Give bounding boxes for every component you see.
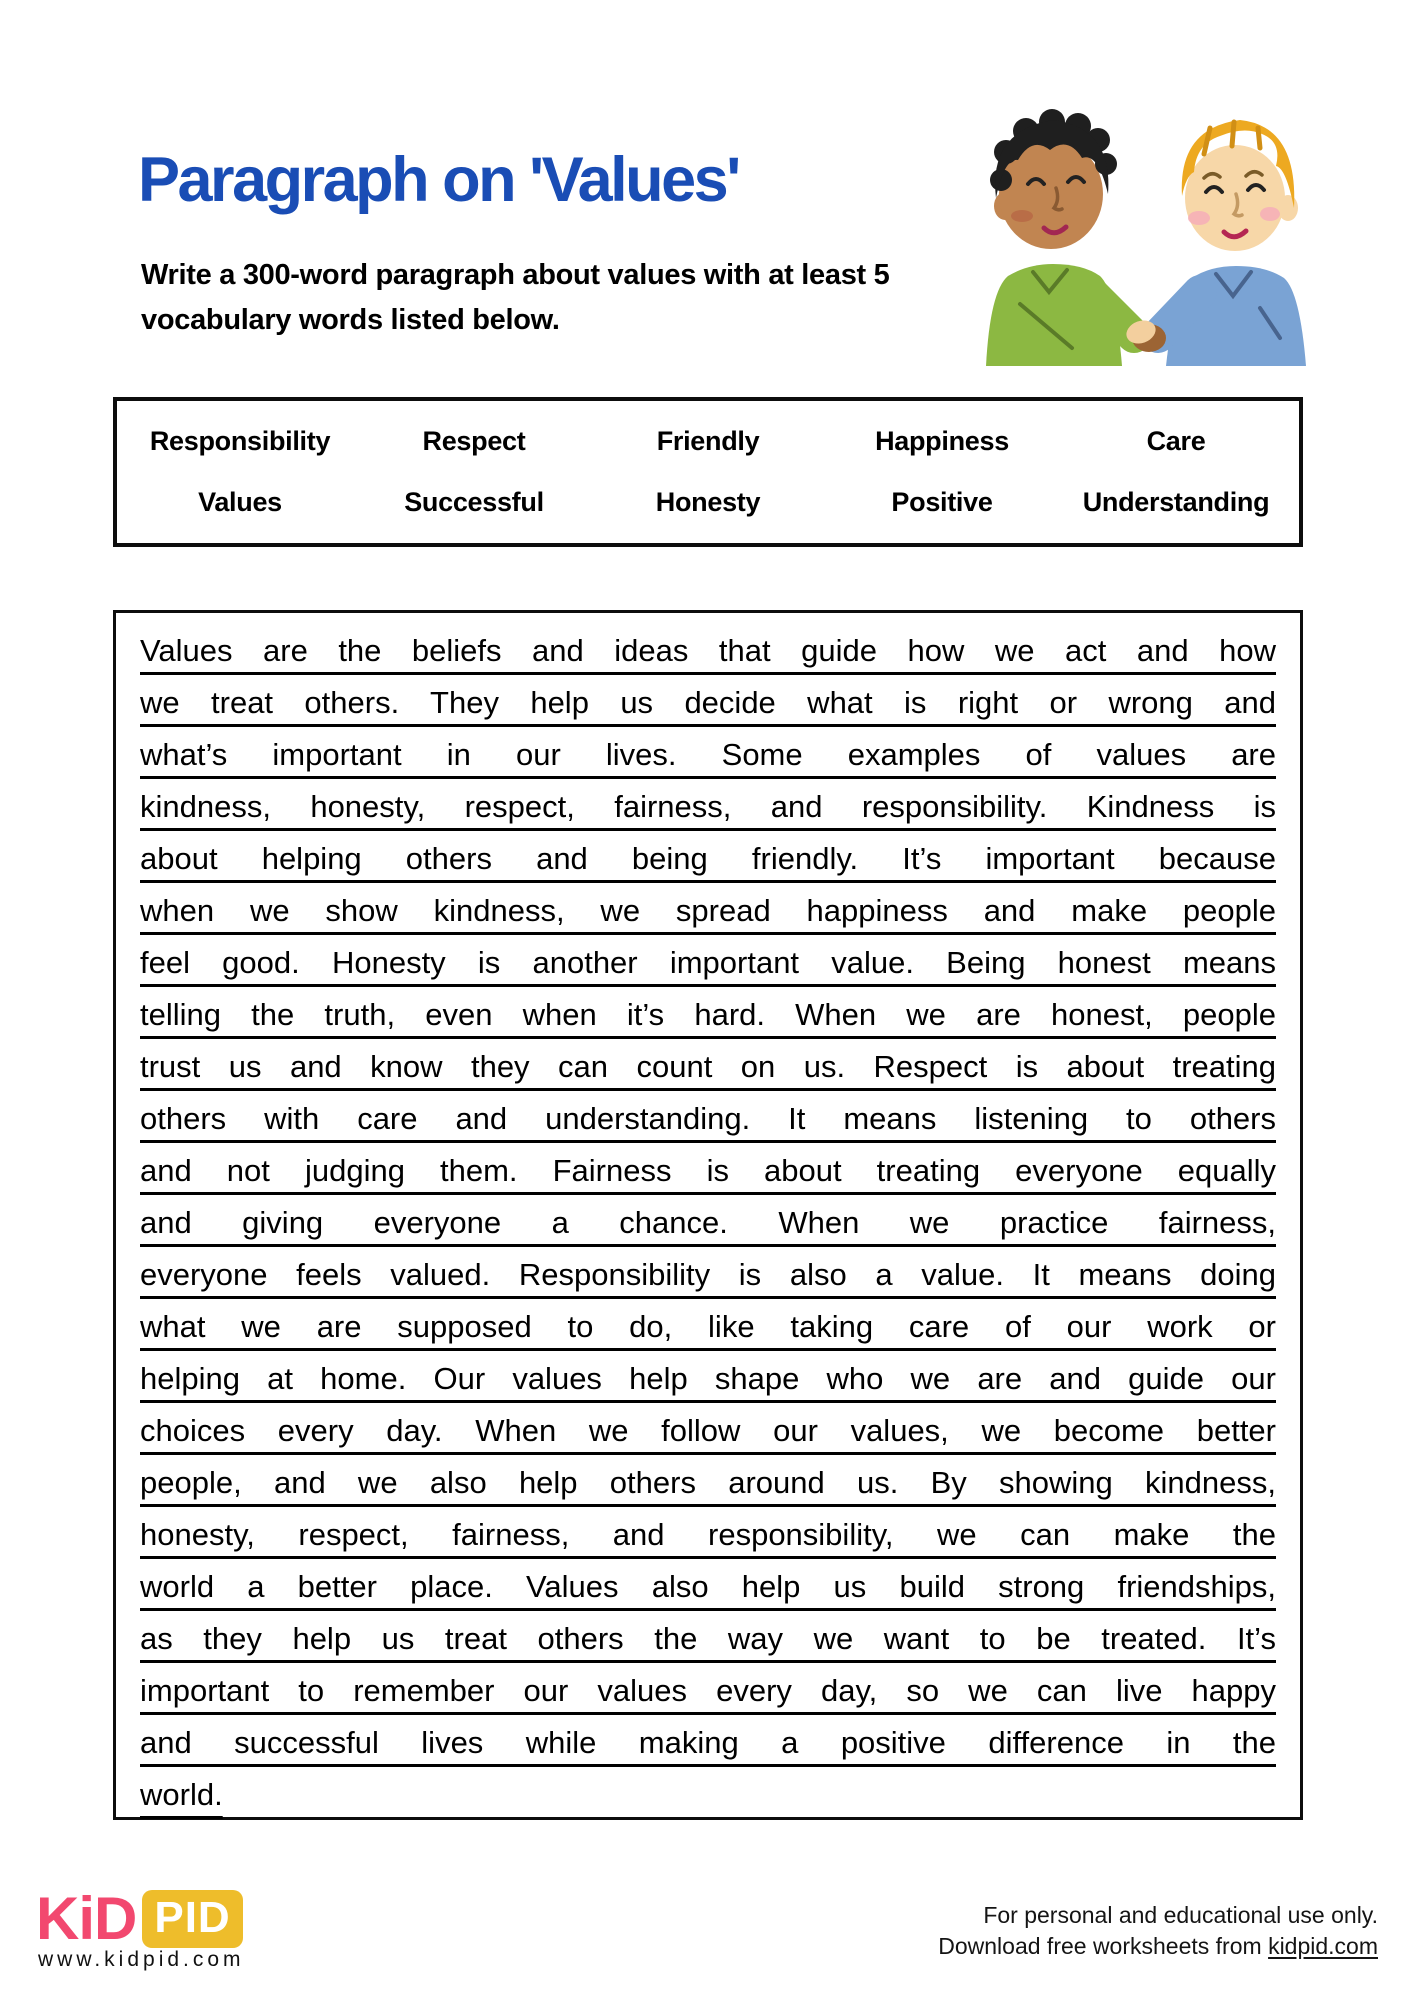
website-url: www.kidpid.com	[38, 1948, 245, 1971]
paragraph-line: helping at home. Our values help shape who we are and guide our	[140, 1361, 1276, 1396]
paragraph-line: feel good. Honesty is another important value. Being honest means	[140, 945, 1276, 980]
kidpid-link[interactable]: kidpid.com	[1268, 1933, 1378, 1959]
paragraph-line: what we are supposed to do, like taking care of our work or	[140, 1309, 1276, 1344]
paragraph-line: people, and we also help others around us. By showing kindness,	[140, 1465, 1276, 1500]
paragraph-line: everyone feels valued. Responsibility is also a value. It means doing	[140, 1257, 1276, 1292]
paragraph-box	[113, 610, 1303, 1820]
paragraph-line: we treat others. They help us decide what is right or wrong and	[140, 685, 1276, 720]
logo-kid-text: KiD	[36, 1885, 137, 1952]
paragraph-line: telling the truth, even when it’s hard. When we are honest, people	[140, 997, 1276, 1032]
instructions-line-1: Write a 300-word paragraph about values with at least 5	[141, 259, 890, 291]
vocab-word: Values	[198, 487, 282, 517]
paragraph-line: world a better place. Values also help us build strong friendships,	[140, 1569, 1276, 1604]
paragraph-line: others with care and understanding. It means listening to others	[140, 1101, 1276, 1136]
vocab-word: Understanding	[1082, 487, 1270, 517]
paragraph-line: choices every day. When we follow our values, we become better	[140, 1413, 1276, 1448]
usage-note-line2: Download free worksheets from kidpid.com	[938, 1933, 1378, 1959]
kidpid-logo	[36, 1884, 243, 1953]
paragraph-line: world.	[140, 1777, 223, 1812]
paragraph-line: Values are the beliefs and ideas that guide how we act and how	[140, 633, 1276, 668]
paragraph-line: honesty, respect, fairness, and responsibility, we can make the	[140, 1517, 1276, 1552]
instructions-text	[141, 253, 889, 343]
vocab-word: Successful	[404, 487, 544, 517]
vocab-word: Honesty	[655, 487, 761, 517]
handshake-illustration	[948, 76, 1340, 366]
paragraph-line: important to remember our values every day, so we can live happy	[140, 1673, 1276, 1708]
vocabulary-box	[113, 397, 1303, 547]
page-title: Paragraph on 'Values'	[138, 145, 739, 215]
logo-pid-badge: PID	[142, 1890, 242, 1948]
paragraph-line: about helping others and being friendly. It’s important because	[140, 841, 1276, 876]
vocab-word: Respect	[422, 426, 526, 456]
usage-note	[778, 1900, 1378, 1962]
usage-note-line1: For personal and educational use only.	[983, 1902, 1378, 1928]
vocab-word: Friendly	[656, 426, 760, 456]
vocab-word: Care	[1146, 426, 1206, 456]
paragraph-line: when we show kindness, we spread happiness and make people	[140, 893, 1276, 928]
paragraph-line: what’s important in our lives. Some examples of values are	[140, 737, 1276, 772]
paragraph-line: and successful lives while making a positive difference in the	[140, 1725, 1276, 1760]
paragraph-line: kindness, honesty, respect, fairness, and responsibility. Kindness is	[140, 789, 1276, 824]
paragraph-line: as they help us treat others the way we want to be treated. It’s	[140, 1621, 1276, 1656]
paragraph-line: and not judging them. Fairness is about treating everyone equally	[140, 1153, 1276, 1188]
vocab-word: Positive	[891, 487, 993, 517]
vocab-word: Happiness	[875, 426, 1009, 456]
paragraph-line: and giving everyone a chance. When we practice fairness,	[140, 1205, 1276, 1240]
instructions-line-2: vocabulary words listed below.	[141, 304, 560, 336]
paragraph-line: trust us and know they can count on us. Respect is about treating	[140, 1049, 1276, 1084]
vocab-word: Responsibility	[149, 426, 331, 456]
paragraph-lines	[140, 625, 1276, 1821]
